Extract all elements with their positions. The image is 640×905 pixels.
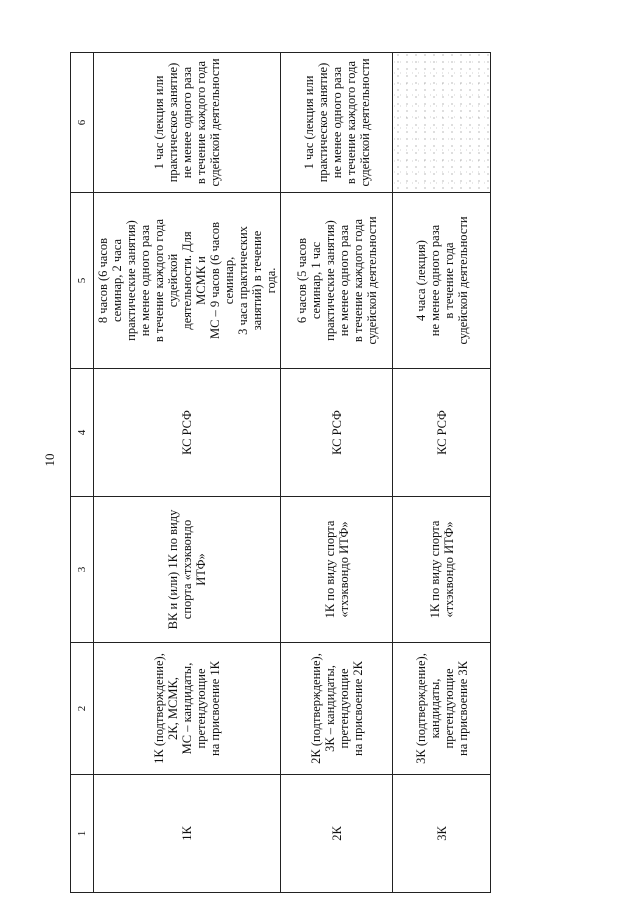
cell-organizer: КС РСФ — [94, 369, 281, 497]
cell-category: 1К — [94, 775, 281, 893]
requirements-table — [70, 52, 491, 893]
header-col-4: 4 — [71, 369, 94, 497]
cell-instructors: ВК и (или) 1К по виду спорта «тхэквондо ИТФ» — [94, 497, 281, 643]
cell-instructors: 1К по виду спорта «тхэквондо ИТФ» — [281, 497, 393, 643]
cell-category: 2К — [281, 775, 393, 893]
header-row — [71, 53, 94, 893]
cell-organizer: КС РСФ — [393, 369, 491, 497]
cell-candidates: 1К (подтверждение), 2К, МСМК, МС – кандидаты, претендующие на присвоение 1К — [94, 643, 281, 775]
cell-hours: 4 часа (лекция) не менее одного раза в течение года судейской деятельности — [393, 193, 491, 369]
cell-candidates: 2К (подтверждение), 3К – кандидаты, претендующие на присвоение 2К — [281, 643, 393, 775]
rotated-table-container — [70, 53, 470, 893]
cell-category: 3К — [393, 775, 491, 893]
header-col-3: 3 — [71, 497, 94, 643]
cell-instructors: 1К по виду спорта «тхэквондо ИТФ» — [393, 497, 491, 643]
cell-extra-hours: 1 час (лекция или практическое занятие) не менее одного раза в течение каждого года судейской деятельности — [281, 53, 393, 193]
cell-candidates: 3К (подтверждение), кандидаты, претендующие на присвоение 3К — [393, 643, 491, 775]
table-row — [393, 53, 491, 893]
table-row — [281, 53, 393, 893]
header-col-1: 1 — [71, 775, 94, 893]
cell-organizer: КС РСФ — [281, 369, 393, 497]
header-col-2: 2 — [71, 643, 94, 775]
cell-extra-hours: 1 час (лекция или практическое занятие) не менее одного раза в течение каждого года судейской деятельности — [94, 53, 281, 193]
cell-hours: 6 часов (5 часов семинар, 1 час практические занятия) не менее одного раза в течение каждого года судейской деятельности — [281, 193, 393, 369]
header-col-5: 5 — [71, 193, 94, 369]
cell-extra-hours-empty — [393, 53, 491, 193]
table-row — [94, 53, 281, 893]
cell-hours: 8 часов (6 часов семинар, 2 часа практические занятия) не менее одного раза в течение каждого года судейской деятельности. Для МСМК и МС – 9 часов (6 часов семинар, 3 часа практических занятий) в течение года. — [94, 193, 281, 369]
header-col-6: 6 — [71, 53, 94, 193]
page-number: 10 — [42, 453, 57, 467]
